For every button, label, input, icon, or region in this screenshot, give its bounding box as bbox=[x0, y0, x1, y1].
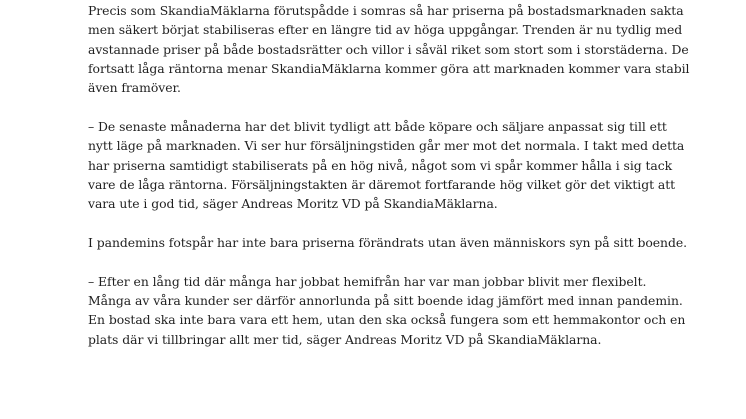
paragraph-intro: Precis som SkandiaMäklarna förutspådde i somras så har priserna på bostadsmarknaden sakta men säkert börjat stabiliseras efter en längre tid av höga uppgångar. Trenden är nu tydlig med avstannade priser på både bostadsrätter och villor i såväl riket som stort som i storstäderna. De fortsatt låga räntorna menar SkandiaMäklarna kommer göra att marknaden kommer vara stabil även framöver. bbox=[88, 3, 690, 96]
article-body bbox=[88, 1, 692, 368]
paragraph-pandemic: I pandemins fotspår har inte bara priserna förändrats utan även människors syn på sitt boende. bbox=[88, 234, 688, 250]
paragraph-quote-housing: – Efter en lång tid där många har jobbat hemifrån har var man jobbar blivit mer flexibelt. Många av våra kunder ser därför annorlunda på sitt boende idag jämfört med innan pandemin. En bostad ska inte bara vara ett hem, utan den ska också fungera som ett hemmakontor och en plats där vi tillbringar allt mer tid, säger Andreas Moritz VD på SkandiaMäklarna. bbox=[88, 273, 686, 347]
paragraph-quote-market: – De senaste månaderna har det blivit tydligt att både köpare och säljare anpassat sig till ett nytt läge på marknaden. Vi ser hur försäljningstiden går mer mot det normala. I takt med detta har priserna samtidigt stabiliserats på en hög nivå, något som vi spår kommer hålla i sig tack vare de låga räntorna. Försäljningstakten är däremot fortfarande hög vilket gör det viktigt att vara ute i god tid, säger Andreas Moritz VD på SkandiaMäklarna. bbox=[88, 118, 685, 212]
